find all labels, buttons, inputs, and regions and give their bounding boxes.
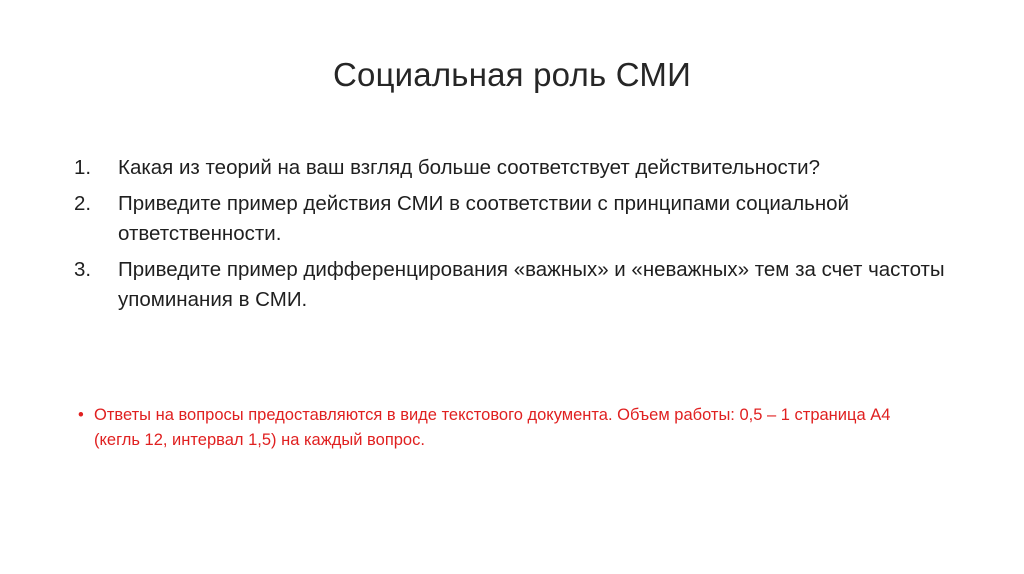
- question-number: 3.: [74, 258, 92, 281]
- question-text: Приведите пример дифференцирования «важных» и «неважных» тем за счет частоты упоминания в СМИ.: [118, 258, 945, 311]
- questions-list: [74, 153, 954, 321]
- requirements-note: [78, 403, 938, 453]
- question-number: 1.: [74, 156, 92, 179]
- note-text: Ответы на вопросы предоставляются в виде текстового документа. Объем работы: 0,5 – 1 страница А4 (кегль 12, интервал 1,5) на каждый вопрос.: [94, 406, 891, 449]
- question-item-2: [74, 189, 954, 249]
- note-item: [78, 403, 938, 453]
- question-text: Приведите пример действия СМИ в соответствии с принципами социальной ответственности.: [118, 192, 850, 245]
- question-text: Какая из теорий на ваш взгляд больше соответствует действительности?: [118, 156, 820, 179]
- slide-title: Социальная роль СМИ: [332, 56, 691, 93]
- bullet-icon: •: [78, 406, 84, 424]
- question-item-3: [74, 255, 954, 315]
- question-number: 2.: [74, 192, 92, 215]
- question-item-1: [74, 153, 954, 183]
